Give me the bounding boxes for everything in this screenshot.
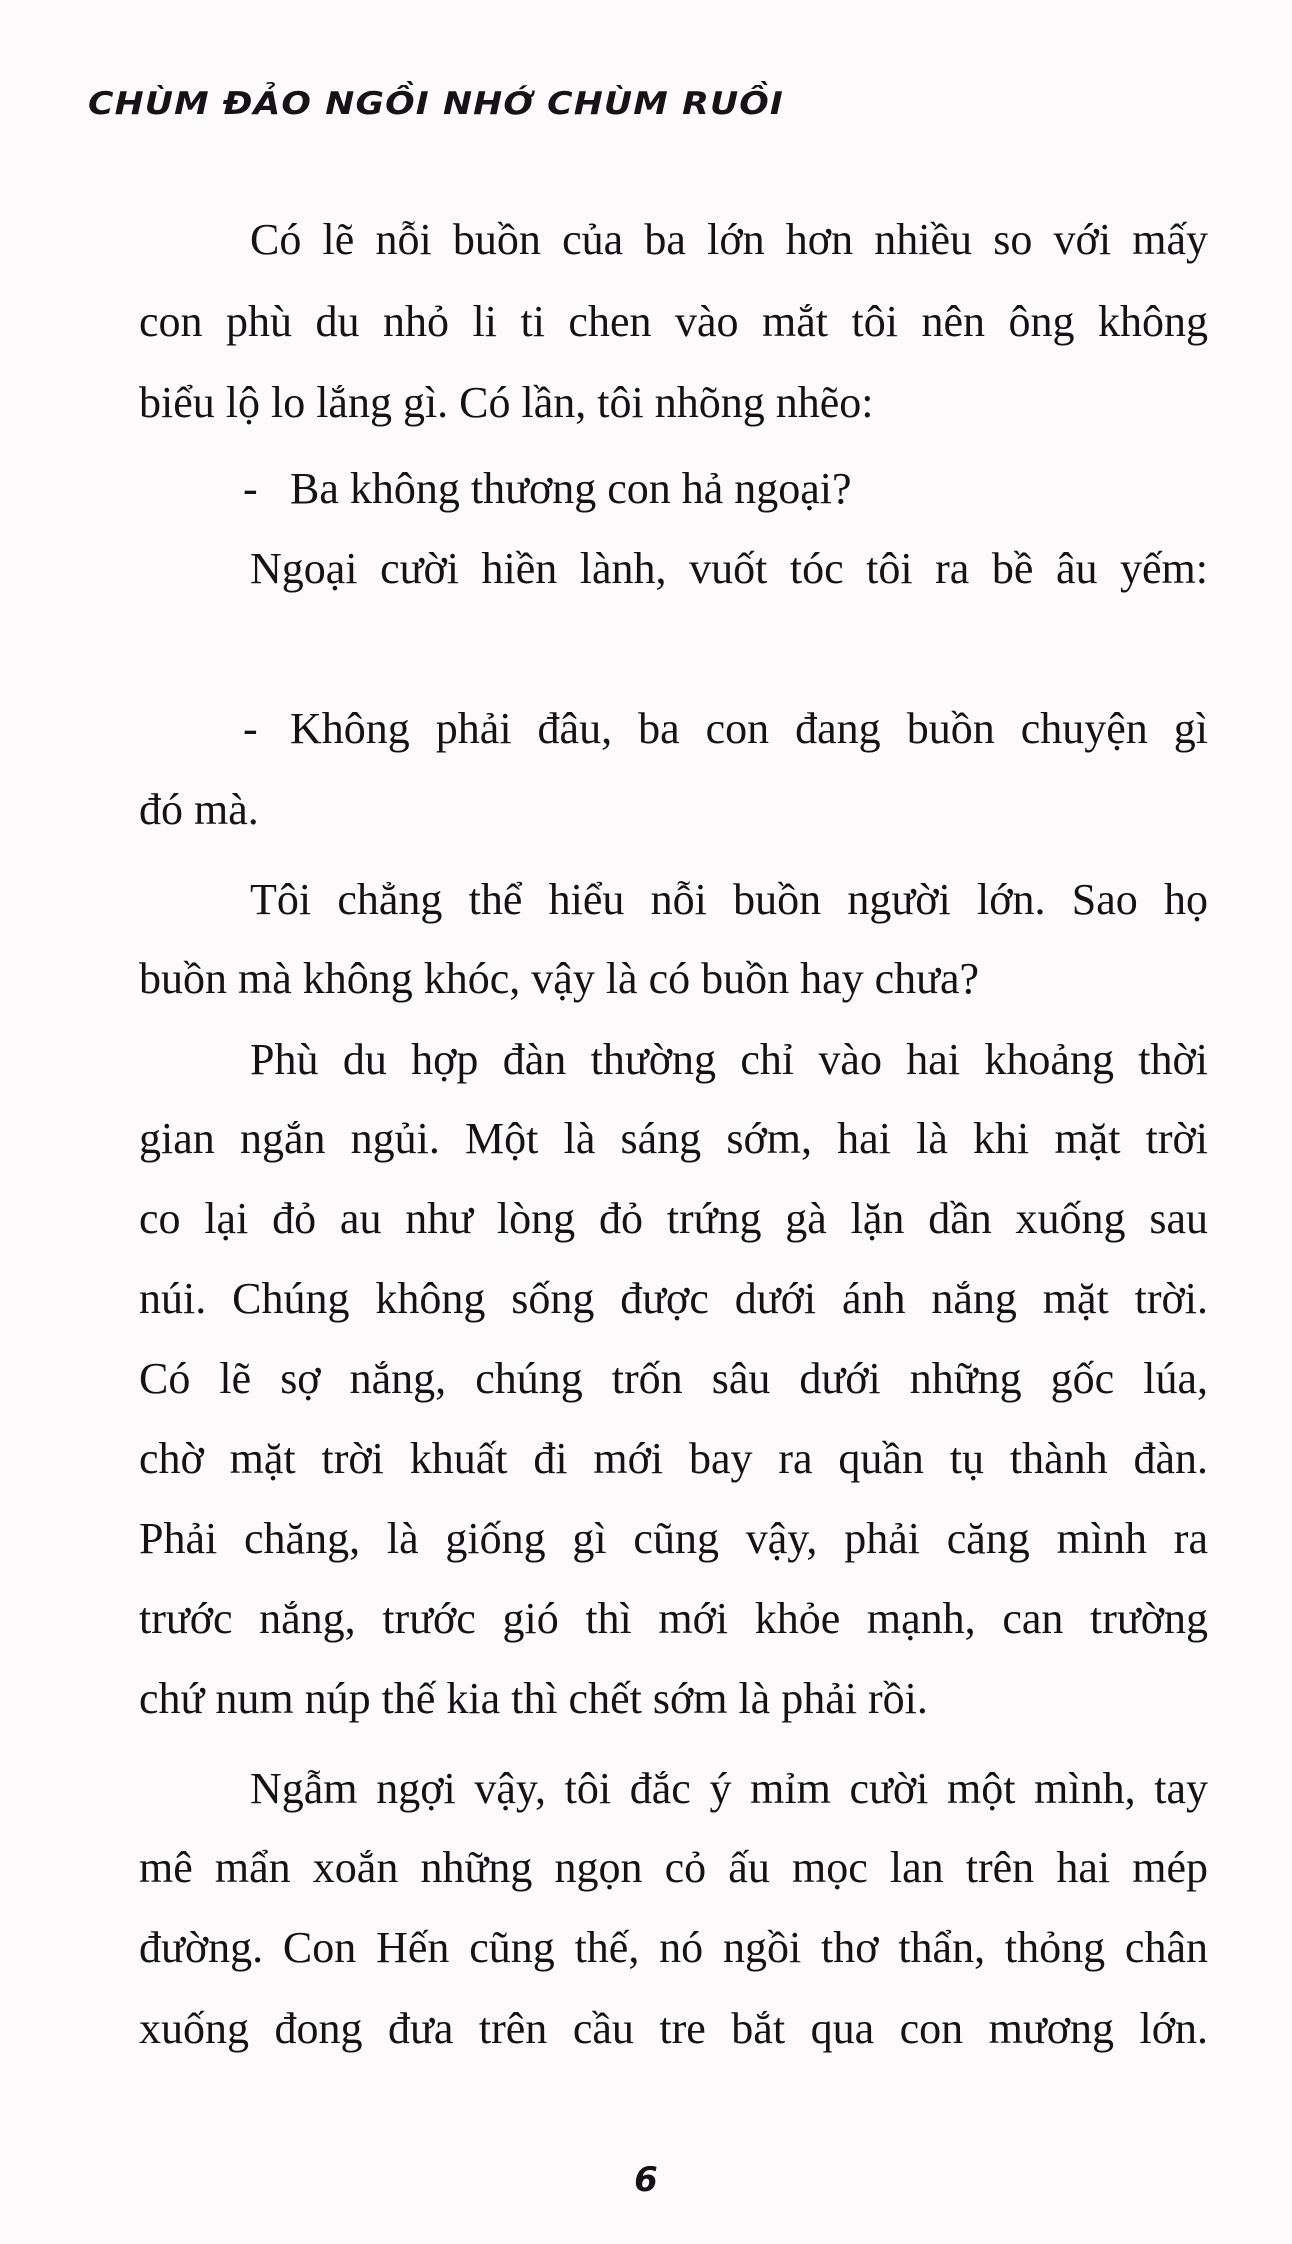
text-line: chờ mặt trời khuất đi mới bay ra quần tụ thành đàn. [139,1434,1208,1483]
text-line: mê mẩn xoắn những ngọn cỏ ấu mọc lan trên hai mép [139,1843,1208,1892]
text-line: xuống đong đưa trên cầu tre bắt qua con mương lớn. [139,2004,1208,2053]
text-line: Ngẫm ngợi vậy, tôi đắc ý mỉm cười một mình, tay [250,1764,1208,1813]
text-line: Không phải đâu, ba con đang buồn chuyện gì [290,704,1208,753]
text-line: đó mà. [139,785,259,834]
text-line: đường. Con Hến cũng thế, nó ngồi thơ thẩn, thỏng chân [139,1923,1208,1972]
text-line: biểu lộ lo lắng gì. Có lần, tôi nhõng nhẽo: [139,378,874,427]
text-line: buồn mà không khóc, vậy là có buồn hay chưa? [139,954,980,1003]
text-line: con phù du nhỏ li ti chen vào mắt tôi nên ông không [139,297,1208,346]
running-header: CHÙM ĐẢO NGỒI NHỚ CHÙM RUỒI [88,86,784,122]
text-line: Ba không thương con hả ngoại? [290,464,852,513]
text-line: chứ num núp thế kia thì chết sớm là phải rồi. [139,1674,928,1723]
text-line: Có lẽ sợ nắng, chúng trốn sâu dưới những gốc lúa, [139,1354,1208,1403]
text-line: gian ngắn ngủi. Một là sáng sớm, hai là khi mặt trời [139,1114,1208,1163]
text-line: Có lẽ nỗi buồn của ba lớn hơn nhiều so với mấy [250,215,1208,264]
dialogue-dash: - [243,704,258,753]
dialogue-dash: - [243,464,258,513]
page-number: 6 [634,2160,658,2200]
text-line: Ngoại cười hiền lành, vuốt tóc tôi ra bề âu yếm: [250,544,1208,593]
text-line: Phải chăng, là giống gì cũng vậy, phải căng mình ra [139,1514,1208,1563]
text-line: trước nắng, trước gió thì mới khỏe mạnh, can trường [139,1594,1208,1643]
text-line: núi. Chúng không sống được dưới ánh nắng mặt trời. [139,1274,1208,1323]
text-line: co lại đỏ au như lòng đỏ trứng gà lặn dần xuống sau [139,1194,1208,1243]
text-line: Phù du hợp đàn thường chỉ vào hai khoảng thời [250,1035,1208,1084]
text-line: Tôi chẳng thể hiểu nỗi buồn người lớn. Sao họ [250,875,1208,924]
